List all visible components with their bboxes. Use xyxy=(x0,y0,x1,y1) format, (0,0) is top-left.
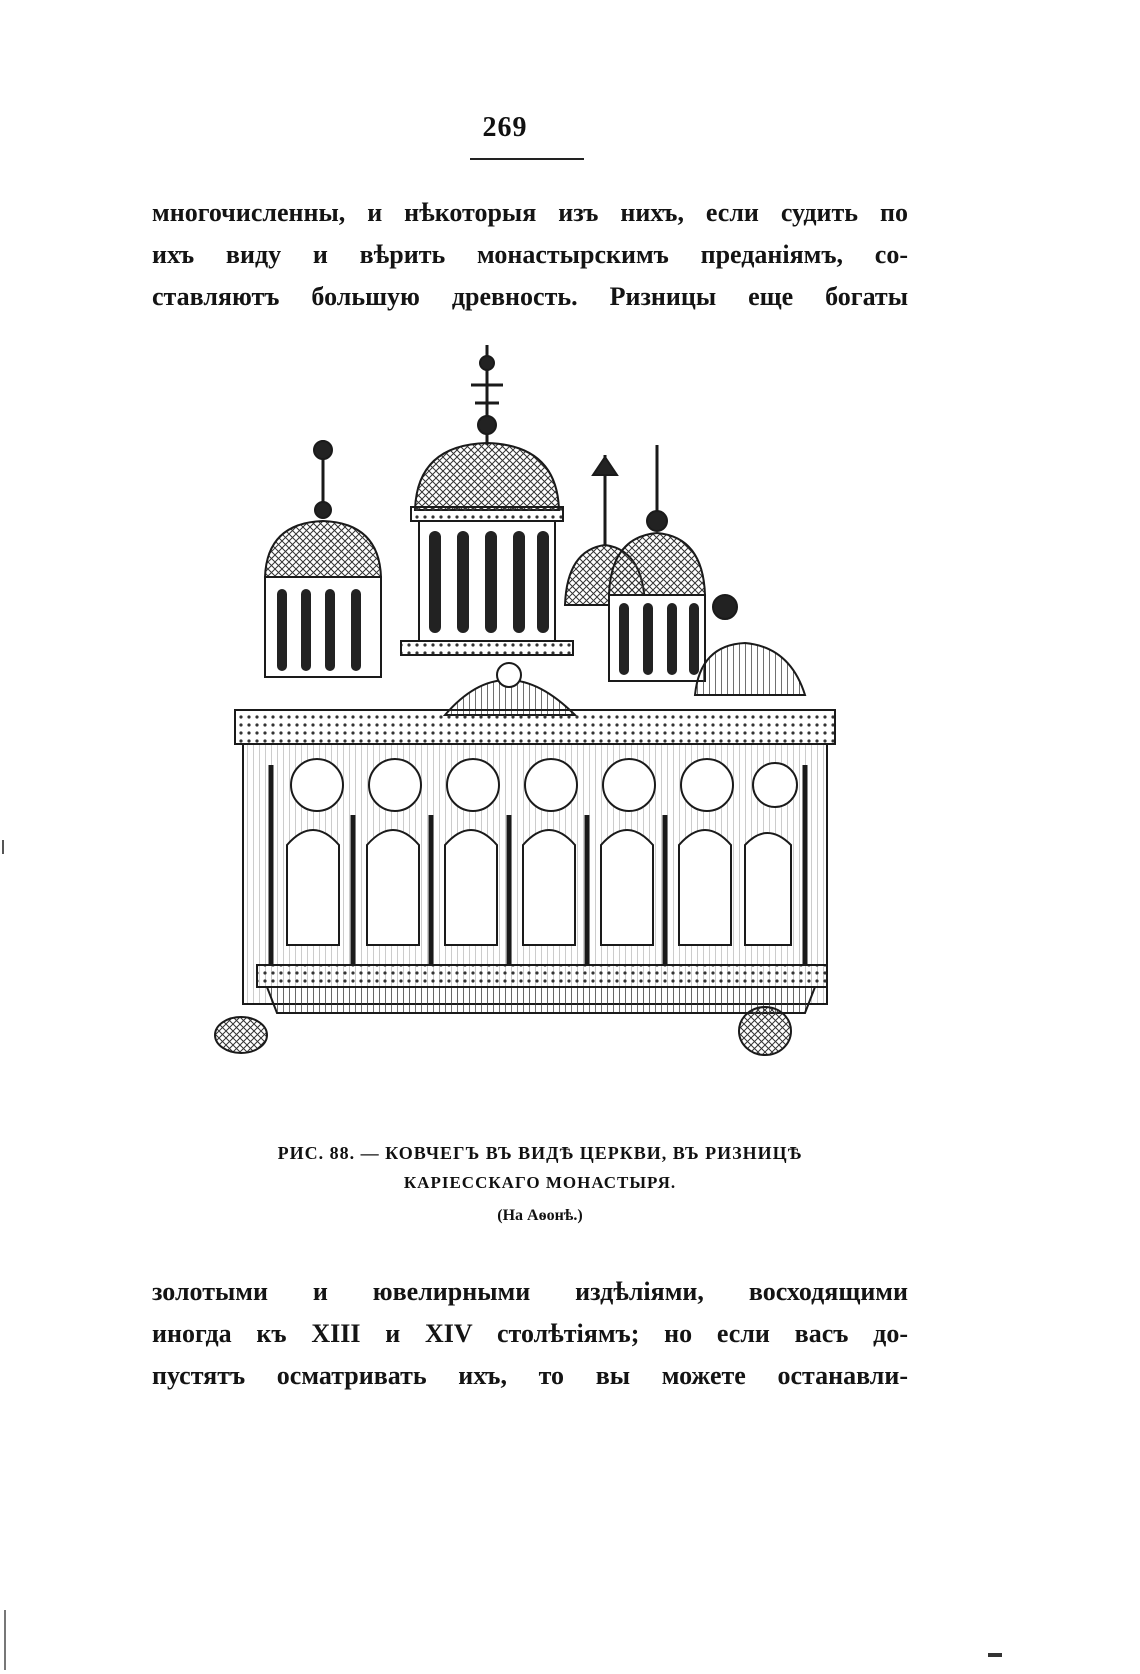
text-line: ихъ виду и вѣрить монастырскимъ преданіямъ, со- xyxy=(152,240,908,269)
text-line: ставляютъ большую древность. Ризницы еще богаты xyxy=(152,282,908,311)
text-line: многочисленны, и нѣкоторыя изъ нихъ, если судить по xyxy=(152,198,908,227)
text-line: иногда къ XIII и XIV столѣтіямъ; но если васъ до- xyxy=(152,1319,908,1348)
page-number: 269 xyxy=(482,112,528,143)
text-line: золотыми и ювелирными издѣліями, восходящими xyxy=(152,1277,908,1306)
figure-caption-line-3: (На Аѳонѣ.) xyxy=(497,1207,583,1224)
scan-mark xyxy=(988,1653,1002,1657)
page-number-rule xyxy=(470,158,584,160)
paragraph-top xyxy=(152,192,908,318)
figure-caption-line-2: КАРІЕССКАГО МОНАСТЫРЯ. xyxy=(403,1173,677,1192)
scan-mark xyxy=(4,1610,6,1670)
scan-mark xyxy=(2,840,4,854)
figure-caption-line-1: РИС. 88. — КОВЧЕГЪ ВЪ ВИДѢ ЦЕРКВИ, ВЪ РИЗНИЦѢ xyxy=(277,1143,803,1163)
paragraph-bottom xyxy=(152,1271,908,1397)
figure-illustration-reliquary xyxy=(205,345,880,1105)
text-line: пустятъ осматривать ихъ, то вы можете останавли- xyxy=(152,1361,908,1390)
